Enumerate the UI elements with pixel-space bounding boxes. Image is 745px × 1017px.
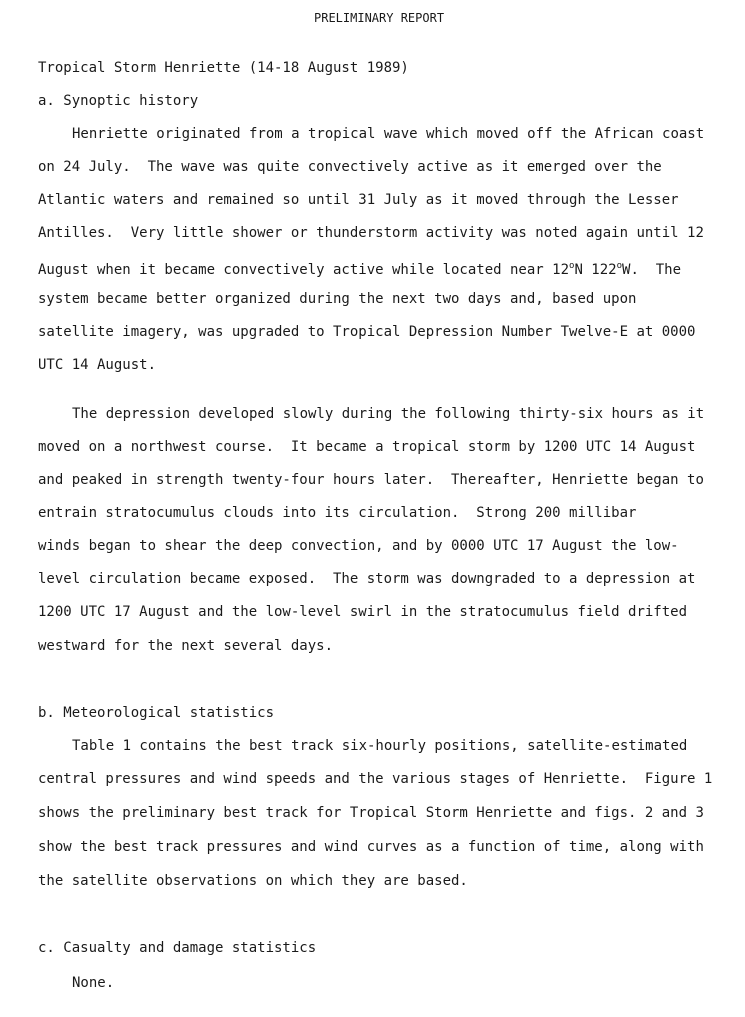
paragraph-line: Antilles. Very little shower or thunderstorm activity was noted again until 12 [38, 225, 704, 241]
degree-symbol: o [569, 261, 575, 271]
paragraph-line: on 24 July. The wave was quite convectively active as it emerged over the [38, 159, 662, 175]
coord-text-before: August when it became convectively active while located near 12 [38, 262, 570, 278]
degree-symbol: o [616, 261, 623, 271]
paragraph-line: UTC 14 August. [38, 357, 157, 373]
paragraph-line: central pressures and wind speeds and the various stages of Henriette. Figure 1 [38, 771, 713, 787]
section-a-heading: a. Synoptic history [38, 93, 199, 109]
paragraph-line: level circulation became exposed. The storm was downgraded to a depression at [38, 571, 696, 587]
section-b-heading: b. Meteorological statistics [38, 705, 275, 721]
coord-text-mid: N 122 [574, 262, 617, 278]
paragraph-line: show the best track pressures and wind curves as a function of time, along with [38, 839, 704, 855]
paragraph-line: satellite imagery, was upgraded to Tropical Depression Number Twelve-E at 0000 [38, 324, 696, 340]
section-c-heading: c. Casualty and damage statistics [38, 940, 317, 956]
coord-text-after: W. The [622, 262, 682, 278]
report-header: PRELIMINARY REPORT [314, 11, 445, 25]
storm-title: Tropical Storm Henriette (14-18 August 1989) [38, 60, 409, 76]
paragraph-line: winds began to shear the deep convection, and by 0000 UTC 17 August the low- [38, 538, 679, 554]
paragraph-line: entrain stratocumulus clouds into its circulation. Strong 200 millibar [38, 505, 637, 521]
paragraph-line: The depression developed slowly during the following thirty-six hours as it [72, 406, 705, 422]
paragraph-line: shows the preliminary best track for Tropical Storm Henriette and figs. 2 and 3 [38, 805, 704, 821]
paragraph-line: Atlantic waters and remained so until 31 July as it moved through the Lesser [38, 192, 679, 208]
paragraph-line: westward for the next several days. [38, 638, 334, 654]
paragraph-line-coordinates [38, 257, 681, 279]
paragraph-line: Henriette originated from a tropical wave which moved off the African coast [72, 126, 705, 142]
paragraph-line: 1200 UTC 17 August and the low-level swirl in the stratocumulus field drifted [38, 604, 688, 620]
paragraph-line: system became better organized during the next two days and, based upon [38, 291, 637, 307]
paragraph-line: the satellite observations on which they are based. [38, 873, 468, 889]
paragraph-line: and peaked in strength twenty-four hours later. Thereafter, Henriette began to [38, 472, 704, 488]
paragraph-line: Table 1 contains the best track six-hourly positions, satellite-estimated [72, 738, 688, 754]
paragraph-line: moved on a northwest course. It became a tropical storm by 1200 UTC 14 August [38, 439, 696, 455]
section-c-paragraph: None. [72, 975, 115, 991]
